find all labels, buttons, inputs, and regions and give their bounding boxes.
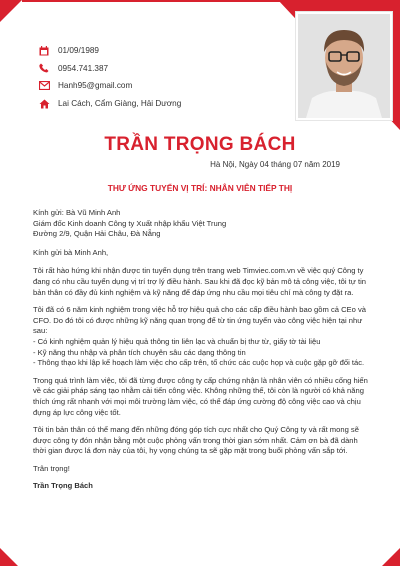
recipient-line-2: Giám đốc Kinh doanh Công ty Xuất nhập khẩu Việt Trung bbox=[33, 218, 227, 228]
dob-text: 01/09/1989 bbox=[58, 46, 99, 56]
paragraph-2: Tôi đã có 6 năm kinh nghiệm trong việc hỗ trợ hiệu quả cho các cấp điều hành bao gồm cả CEo và CFO. Do đó tôi có được những kỹ năng quan trọng để từ tin ứng tuyển vào công việc hiện tại như sau: bbox=[33, 305, 366, 336]
greeting: Kính gửi bà Minh Anh, bbox=[33, 247, 109, 257]
bullet-3: - Thông thạo khi lập kế hoạch làm việc cho cấp trên, tổ chức các cuộc họp và cuộc gặp gỡ đối tác. bbox=[33, 358, 365, 368]
contact-phone bbox=[38, 60, 181, 78]
recipient-line-3: Đường 2/9, Quận Hải Châu, Đà Nẵng bbox=[33, 229, 161, 239]
recipient-line-1: Kính gửi: Bà Vũ Minh Anh bbox=[33, 208, 121, 217]
bullet-1: - Có kinh nghiệm quản lý hiệu quả thông tin liên lạc và chuẩn bị thư từ, giấy tờ tài liệu bbox=[33, 336, 321, 346]
corner-decoration-bottom-right bbox=[382, 548, 400, 566]
letter-body bbox=[33, 208, 369, 492]
address-text: Lai Cách, Cẩm Giàng, Hải Dương bbox=[58, 99, 182, 109]
top-border-line bbox=[22, 0, 282, 2]
bullet-2: - Kỹ năng thu nhập và phân tích chuyên sâu các dạng thông tin bbox=[33, 347, 246, 357]
contact-info bbox=[38, 42, 181, 112]
email-icon bbox=[38, 80, 50, 92]
profile-photo bbox=[296, 12, 392, 120]
letter-subject: THƯ ỨNG TUYỂN VỊ TRÍ: NHÂN VIÊN TIẾP THỊ bbox=[107, 183, 293, 193]
contact-dob bbox=[38, 42, 181, 60]
paragraph-3: Trong quá trình làm việc, tôi đã từng được công ty cấp chứng nhận là nhân viên có nhiều cống hiến về các giải pháp sáng tạo nhằm cải tiến công việc. Không những thế, tôi còn là người có khả năng thích ứng rất nhanh với mọi môi trường làm việc, có thể đáp ứng cường độ công việc cao và chịu đựng áp lực công việc tốt. bbox=[33, 375, 368, 417]
paragraph-4: Tôi tin bản thân có thể mang đến những đóng góp tích cực nhất cho Quý Công ty và rất mong sẽ được công ty đón nhận bằng một cuộc phỏng vấn trong thời gian sớm nhất. Cảm ơn bà đã dành thời gian được lá đơn này của tôi, hy vọng chúng ta sẽ gặp mặt trong buổi phỏng vấn sắp tới. bbox=[33, 425, 359, 456]
signature-name: Trần Trọng Bách bbox=[33, 481, 93, 491]
corner-decoration-bottom-left bbox=[0, 548, 18, 566]
closing: Trân trọng! bbox=[33, 463, 70, 473]
corner-decoration-top-left bbox=[0, 0, 22, 22]
phone-icon bbox=[38, 62, 50, 74]
contact-address bbox=[38, 95, 181, 113]
contact-email bbox=[38, 77, 181, 95]
applicant-name: TRẦN TRỌNG BÁCH bbox=[104, 134, 296, 155]
date-line: Hà Nội, Ngày 04 tháng 07 năm 2019 bbox=[210, 160, 340, 169]
phone-text: 0954.741.387 bbox=[58, 63, 109, 73]
email-text: Hanh95@gmail.com bbox=[58, 81, 133, 91]
paragraph-1: Tôi rất hào hứng khi nhận được tin tuyển dụng trên trang web Timviec.com.vn về việc quý Công ty đang có nhu cầu tuyển dụng vị trí trợ lý điều hành. Sau khi đã đọc kỹ bản mô tả công việc, tôi tự tin bản thân có đầy đủ kinh nghiệm và kỹ năng để đáp ứng nhu cầu mọi tiêu chí mà công ty đặt ra. bbox=[33, 266, 366, 297]
calendar-icon bbox=[38, 45, 50, 57]
home-icon bbox=[38, 98, 50, 110]
